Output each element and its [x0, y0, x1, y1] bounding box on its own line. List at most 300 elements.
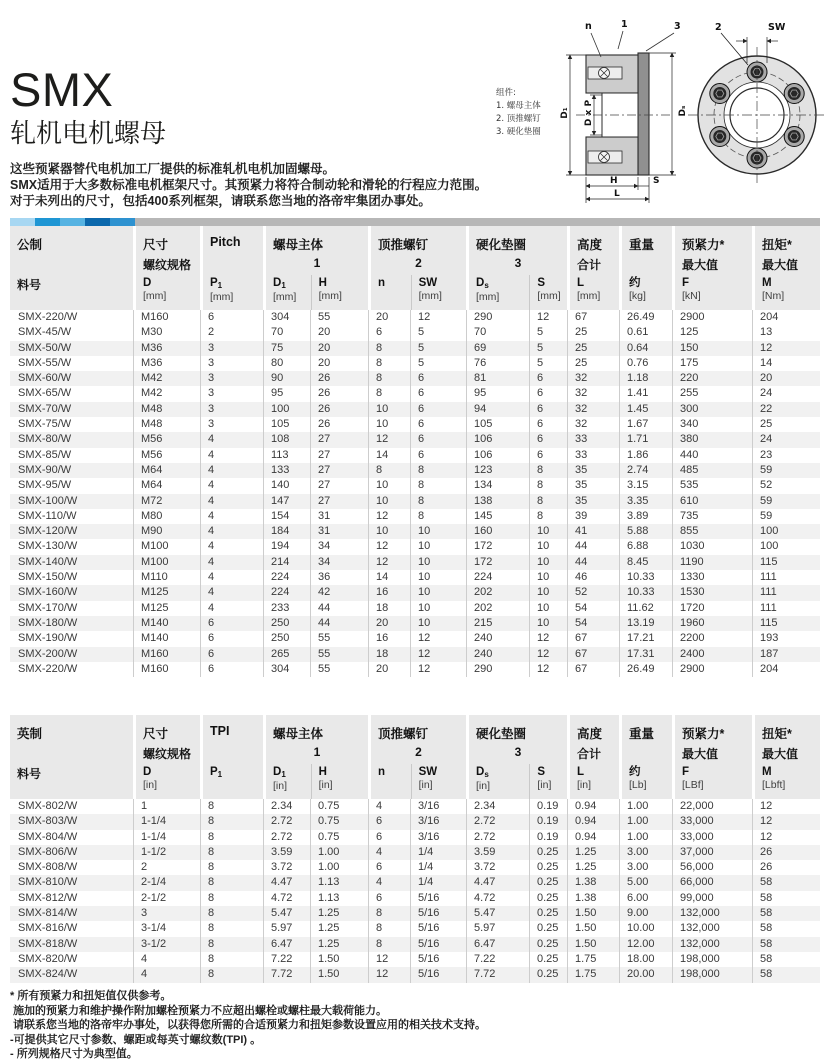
- sub-columns: [469, 764, 567, 799]
- part-number: SMX-140/W: [18, 555, 78, 568]
- header-group: [133, 226, 200, 310]
- column-header: [411, 764, 466, 799]
- cell: 10: [410, 601, 466, 616]
- column-unit: [Nm]: [762, 290, 785, 302]
- cell: 6: [368, 891, 410, 906]
- cell: 1.45: [619, 402, 672, 417]
- cell: 198,000: [672, 952, 752, 967]
- column-header: [371, 764, 411, 799]
- cell: M42: [133, 386, 200, 401]
- cell: 610: [672, 494, 752, 509]
- column-symbol: D1: [273, 766, 286, 779]
- header-group: [133, 715, 200, 799]
- cell: 198,000: [672, 967, 752, 982]
- cell: M36: [133, 356, 200, 371]
- group-number: [622, 256, 672, 275]
- table-row: [10, 356, 820, 371]
- row-label-header: 料号: [17, 767, 42, 781]
- cell: 1.00: [310, 845, 368, 860]
- metric-table: [10, 226, 820, 677]
- cell: 0.94: [567, 799, 619, 814]
- cell: 10.00: [619, 921, 672, 936]
- footnote-line: 施加的预紧力和维护操作附加螺栓预紧力不应超出螺栓或螺柱最大载荷能力。: [10, 1004, 388, 1017]
- cell: 4: [200, 478, 263, 493]
- cell: 17.21: [619, 631, 672, 646]
- cell: 138: [466, 494, 529, 509]
- cell: 7.72: [466, 967, 529, 982]
- cell: 380: [672, 432, 752, 447]
- cell: 5.97: [263, 921, 310, 936]
- cell: 12: [368, 539, 410, 554]
- column-unit: [mm]: [318, 290, 342, 302]
- cell: 1/4: [410, 845, 466, 860]
- cell: M64: [133, 478, 200, 493]
- cell: 6: [410, 432, 466, 447]
- part-number: SMX-804/W: [18, 830, 78, 843]
- cell: 8: [410, 478, 466, 493]
- technical-drawing: [490, 15, 830, 220]
- cell: 214: [263, 555, 310, 570]
- cell: 6: [410, 417, 466, 432]
- product-description: [10, 161, 487, 209]
- l-dim-label: L: [614, 189, 620, 199]
- column-symbol: L: [577, 766, 585, 778]
- cell: 0.25: [529, 952, 567, 967]
- cell: 485: [672, 463, 752, 478]
- cell: 12: [529, 310, 567, 325]
- cell: 4.72: [263, 891, 310, 906]
- cell: 12: [368, 432, 410, 447]
- header-group: [672, 226, 752, 310]
- cell: 8: [200, 830, 263, 845]
- cell: 145: [466, 509, 529, 524]
- cell: 1.67: [619, 417, 672, 432]
- cell: M36: [133, 341, 200, 356]
- parts-list-heading: 组件:: [496, 88, 516, 98]
- accent-bar-segment: [10, 218, 35, 226]
- cell: 20: [310, 325, 368, 340]
- cell: 0.19: [529, 799, 567, 814]
- cell: 8: [368, 371, 410, 386]
- cell: 265: [263, 647, 310, 662]
- cell: 58: [752, 921, 820, 936]
- brand-block: [10, 63, 167, 148]
- table-row: [10, 845, 820, 860]
- cell: 24: [752, 432, 820, 447]
- cell: 125: [672, 325, 752, 340]
- header-spacer: [10, 745, 133, 764]
- cell: 5: [529, 341, 567, 356]
- cell: M72: [133, 494, 200, 509]
- cell: 58: [752, 952, 820, 967]
- cell: 0.75: [310, 799, 368, 814]
- cell: 12: [752, 830, 820, 845]
- table-header: [10, 226, 820, 310]
- leader-1-label: 1: [621, 19, 628, 30]
- cell: 59: [752, 509, 820, 524]
- sub-columns: [371, 764, 466, 799]
- part-number: SMX-50/W: [18, 341, 72, 354]
- cell: 1.75: [567, 967, 619, 982]
- table-row: [10, 860, 820, 875]
- column-header: [529, 275, 567, 310]
- cell: 13.19: [619, 616, 672, 631]
- cell: 20: [368, 310, 410, 325]
- cell: 4: [200, 570, 263, 585]
- column-symbol: P1: [210, 766, 223, 779]
- cell: 94: [466, 402, 529, 417]
- group-title: 高度: [577, 727, 603, 741]
- column-symbol: SW: [418, 277, 438, 289]
- column-header: [675, 275, 752, 310]
- cell: 26: [310, 417, 368, 432]
- header-group: [466, 715, 567, 799]
- cell: 32: [567, 402, 619, 417]
- cell: 134: [466, 478, 529, 493]
- cell: 6.47: [263, 937, 310, 952]
- cell: 1: [133, 799, 200, 814]
- part-number: SMX-130/W: [18, 540, 78, 553]
- cell: 0.75: [310, 814, 368, 829]
- cell: 25: [752, 417, 820, 432]
- column-symbol: F: [682, 766, 690, 778]
- part-number: SMX-220/W: [18, 311, 78, 323]
- cell: 5/16: [410, 891, 466, 906]
- cell: 5: [529, 325, 567, 340]
- table-row: [10, 570, 820, 585]
- group-number: 2: [415, 745, 422, 759]
- cell: 67: [567, 310, 619, 325]
- part-number: SMX-80/W: [18, 433, 72, 446]
- column-symbol: P1: [210, 277, 223, 290]
- cell: 1.50: [567, 937, 619, 952]
- cell: 1/4: [410, 860, 466, 875]
- description-line: 这些预紧器替代电机加工厂提供的标准轧机电机加固螺母。: [10, 162, 336, 176]
- cell: 2.34: [466, 799, 529, 814]
- cell: 2400: [672, 647, 752, 662]
- cell: 4: [200, 432, 263, 447]
- cell: 8: [368, 463, 410, 478]
- sub-columns: [755, 764, 820, 799]
- cell: 6: [368, 814, 410, 829]
- cell: 12: [529, 662, 567, 677]
- cell: 8: [200, 921, 263, 936]
- cell: 154: [263, 509, 310, 524]
- row-label-header: 料号: [17, 278, 42, 292]
- cell: 12: [529, 631, 567, 646]
- footnote-line: 请联系您当地的洛帝牢办事处，以获得您所需的合适预紧力和扭矩参数设置应用的相关技术支持。: [10, 1019, 487, 1031]
- cell: 233: [263, 601, 310, 616]
- cell: 16: [368, 585, 410, 600]
- column-symbol-subscript: 1: [217, 281, 223, 290]
- column-header: [622, 275, 672, 310]
- cell: 12: [368, 952, 410, 967]
- header-group: [567, 226, 619, 310]
- cell: 2-1/2: [133, 891, 200, 906]
- cell: 8: [529, 509, 567, 524]
- cell: 5.88: [619, 524, 672, 539]
- column-symbol: H: [318, 277, 327, 289]
- table-row: [10, 539, 820, 554]
- cell: 147: [263, 494, 310, 509]
- cell: 1.75: [567, 952, 619, 967]
- group-title: 硬化垫圈: [476, 727, 527, 741]
- table-row: [10, 601, 820, 616]
- cell: 5.97: [466, 921, 529, 936]
- cell: 5: [410, 341, 466, 356]
- cell: 52: [752, 478, 820, 493]
- cell: 4: [133, 967, 200, 982]
- footnote-line: * 所有预紧力和扭矩值仅供参考。: [10, 990, 172, 1002]
- cell: 0.25: [529, 860, 567, 875]
- cell: 8: [200, 845, 263, 860]
- cell: 37,000: [672, 845, 752, 860]
- sub-columns: [136, 275, 200, 310]
- cell: 108: [263, 432, 310, 447]
- cell: M160: [133, 310, 200, 325]
- jack-screw-head: [784, 127, 804, 147]
- cell: 855: [672, 524, 752, 539]
- column-header: [203, 275, 263, 310]
- cell: 1.50: [310, 967, 368, 982]
- parts-list: [496, 87, 541, 137]
- group-number: 2: [415, 256, 422, 270]
- cell: 1.41: [619, 386, 672, 401]
- sub-columns: [203, 764, 263, 799]
- cell: M100: [133, 539, 200, 554]
- cell: 1.18: [619, 371, 672, 386]
- cell: 54: [567, 601, 619, 616]
- cell: 4: [200, 585, 263, 600]
- group-number: [203, 745, 263, 764]
- cell: 54: [567, 616, 619, 631]
- cell: 133: [263, 463, 310, 478]
- cell: 25: [567, 341, 619, 356]
- cell: 111: [752, 570, 820, 585]
- cell: 1.00: [619, 830, 672, 845]
- column-header: [411, 275, 466, 310]
- table-row: [10, 937, 820, 952]
- cell: 3: [200, 371, 263, 386]
- cell: 3.59: [263, 845, 310, 860]
- cell: 44: [567, 539, 619, 554]
- cell: 13: [752, 325, 820, 340]
- cell: 8: [200, 875, 263, 890]
- sub-columns: [622, 764, 672, 799]
- cell: 4: [200, 539, 263, 554]
- cell: 5: [410, 325, 466, 340]
- part-number: SMX-75/W: [18, 418, 72, 431]
- nut-drawing-svg: [490, 15, 830, 220]
- cell: 36: [310, 570, 368, 585]
- cell: 4.47: [263, 875, 310, 890]
- cell: 34: [310, 555, 368, 570]
- cell: M30: [133, 325, 200, 340]
- cell: 4.47: [466, 875, 529, 890]
- column-symbol: D: [143, 766, 152, 778]
- cell: M160: [133, 662, 200, 677]
- cell: 18: [368, 647, 410, 662]
- column-symbol-subscript: 1: [281, 770, 286, 779]
- cell: 69: [466, 341, 529, 356]
- cell: 0.25: [529, 891, 567, 906]
- cell: 10: [410, 524, 466, 539]
- column-symbol: n: [378, 277, 386, 289]
- cell: 95: [263, 386, 310, 401]
- cell: 184: [263, 524, 310, 539]
- cell: 12: [410, 662, 466, 677]
- group-title: 尺寸: [143, 238, 169, 252]
- cell: 0.19: [529, 814, 567, 829]
- column-symbol: L: [577, 277, 585, 289]
- cell: M90: [133, 524, 200, 539]
- cell: 1.50: [310, 952, 368, 967]
- cell: 10: [410, 539, 466, 554]
- cell: 70: [466, 325, 529, 340]
- cell: 215: [466, 616, 529, 631]
- sub-columns: [371, 275, 466, 310]
- cell: 67: [567, 631, 619, 646]
- cell: 6: [200, 310, 263, 325]
- cell: 194: [263, 539, 310, 554]
- column-unit: [mm]: [418, 290, 442, 302]
- cell: 27: [310, 463, 368, 478]
- group-title: Pitch: [210, 235, 241, 249]
- cell: 58: [752, 891, 820, 906]
- cell: 1030: [672, 539, 752, 554]
- imperial-table-section: [10, 715, 820, 983]
- cell: 204: [752, 310, 820, 325]
- leader-n-label: n: [585, 21, 592, 32]
- cell: 17.31: [619, 647, 672, 662]
- cell: 10: [410, 570, 466, 585]
- cell: 6: [410, 371, 466, 386]
- column-symbol: S: [537, 766, 546, 778]
- cell: 255: [672, 386, 752, 401]
- accent-bar-segment: [85, 218, 110, 226]
- part-number: SMX-170/W: [18, 601, 78, 614]
- cell: 2.72: [466, 814, 529, 829]
- table-row: [10, 463, 820, 478]
- cell: 1.38: [567, 875, 619, 890]
- cell: 1-1/4: [133, 814, 200, 829]
- group-title: TPI: [210, 724, 230, 738]
- cell: 8: [529, 478, 567, 493]
- cell: 105: [466, 417, 529, 432]
- cell: 95: [466, 386, 529, 401]
- washer-section: [638, 53, 649, 175]
- header-group-partnumber: [10, 226, 133, 310]
- sub-columns: [136, 764, 200, 799]
- cell: 290: [466, 310, 529, 325]
- metric-table-section: [10, 226, 820, 677]
- accent-bar-segment: [35, 218, 60, 226]
- part-number: SMX-180/W: [18, 616, 78, 629]
- table-row: [10, 509, 820, 524]
- cell: M140: [133, 616, 200, 631]
- cell: 4: [368, 799, 410, 814]
- column-unit: [LBf]: [682, 779, 704, 791]
- jack-screw-top: [588, 67, 622, 79]
- cell: 1-1/2: [133, 845, 200, 860]
- header-group: [263, 715, 368, 799]
- part-number: SMX-808/W: [18, 861, 78, 874]
- column-unit: [mm]: [143, 290, 167, 302]
- parts-list-item: 3. 硬化垫圈: [496, 127, 541, 137]
- cell: 6: [410, 402, 466, 417]
- cell: 58: [752, 967, 820, 982]
- cell: 90: [263, 371, 310, 386]
- cell: 32: [567, 371, 619, 386]
- column-unit: [in]: [143, 779, 158, 791]
- cell: 16: [368, 631, 410, 646]
- cell: 27: [310, 448, 368, 463]
- page-title: SMX: [10, 63, 114, 116]
- table-row: [10, 386, 820, 401]
- cell: 25: [567, 325, 619, 340]
- cell: 6.00: [619, 891, 672, 906]
- cell: 187: [752, 647, 820, 662]
- cell: 106: [466, 432, 529, 447]
- cell: 23: [752, 448, 820, 463]
- cell: 35: [567, 478, 619, 493]
- column-symbol: F: [682, 277, 690, 289]
- cell: 1.25: [310, 906, 368, 921]
- cell: 10: [368, 494, 410, 509]
- cell: 5: [410, 356, 466, 371]
- part-number: SMX-802/W: [18, 800, 78, 812]
- cell: 7.22: [263, 952, 310, 967]
- cell: 10: [529, 616, 567, 631]
- cell: 8: [200, 799, 263, 814]
- jack-screw-head: [710, 127, 730, 147]
- cell: 26: [752, 860, 820, 875]
- cell: 105: [263, 417, 310, 432]
- column-header: [203, 764, 263, 799]
- cell: 76: [466, 356, 529, 371]
- part-number: SMX-90/W: [18, 463, 72, 476]
- sub-columns: [203, 275, 263, 310]
- table-row: [10, 921, 820, 936]
- cell: 20: [368, 662, 410, 677]
- part-number: SMX-110/W: [18, 509, 77, 522]
- group-number: 螺纹规格: [143, 258, 192, 272]
- cell: 8: [368, 937, 410, 952]
- column-symbol: 约: [629, 277, 641, 289]
- cell: 8: [368, 341, 410, 356]
- cell: 6: [200, 616, 263, 631]
- cell: 10: [529, 570, 567, 585]
- group-title: 扭矩*: [762, 238, 792, 252]
- table-row: [10, 891, 820, 906]
- cell: 6: [368, 830, 410, 845]
- cell: M64: [133, 463, 200, 478]
- cell: 5: [529, 356, 567, 371]
- column-symbol-subscript: 1: [217, 770, 223, 779]
- cell: 3: [200, 341, 263, 356]
- table-row: [10, 585, 820, 600]
- column-symbol: H: [318, 766, 327, 778]
- section-leader-labels: [585, 19, 681, 32]
- accent-bar-segment: [110, 218, 135, 226]
- cell: 10: [410, 585, 466, 600]
- cell: 70: [263, 325, 310, 340]
- cell: 4: [368, 845, 410, 860]
- part-number: SMX-70/W: [18, 402, 72, 415]
- cell: 3: [200, 417, 263, 432]
- header-spacer: [10, 256, 133, 275]
- part-number: SMX-803/W: [18, 815, 78, 828]
